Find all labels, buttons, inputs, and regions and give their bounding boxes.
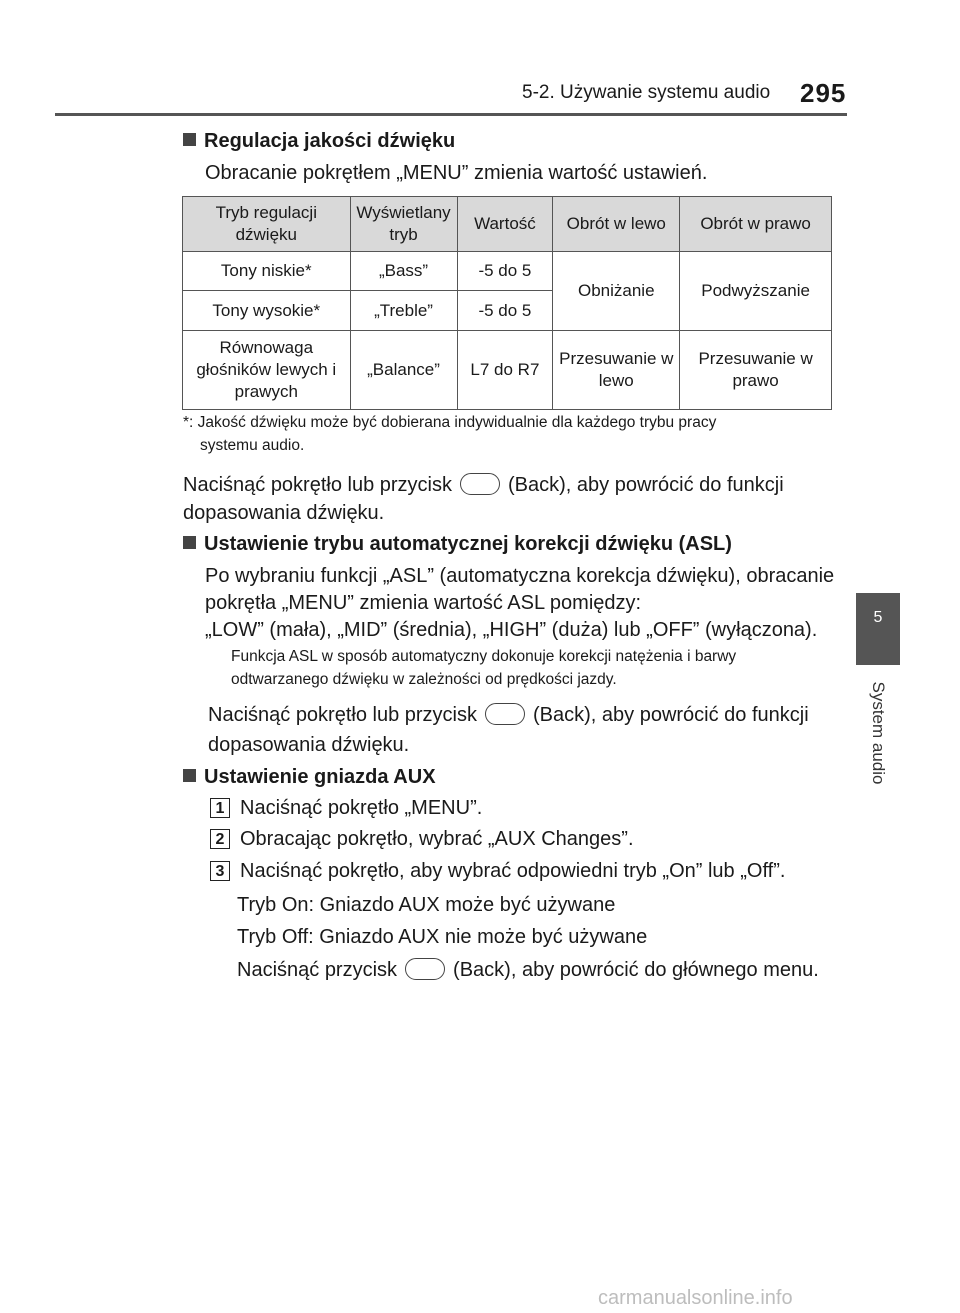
aux-on-text: Tryb On: Gniazdo AUX może być używane	[237, 894, 616, 916]
asl-back-instruction-cont: dopasowania dźwięku.	[208, 734, 410, 756]
back-instruction	[183, 473, 784, 497]
table-cell: -5 do 5	[457, 252, 553, 291]
step-number-badge: 1	[210, 798, 230, 818]
table-header-row	[183, 197, 832, 252]
square-bullet-icon	[183, 769, 196, 782]
chapter-tab: 5	[856, 593, 900, 665]
table-cell: Tony niskie*	[183, 252, 351, 291]
text-fragment: (Back), aby powrócić do funkcji	[508, 474, 784, 496]
table-cell: „Balance”	[350, 331, 457, 410]
text-fragment: Naciśnąć pokrętło lub przycisk	[183, 474, 452, 496]
heading-text: Ustawienie trybu automatycznej korekcji dźwięku (ASL)	[204, 533, 732, 555]
step-text: Naciśnąć pokrętło „MENU”.	[240, 797, 483, 819]
table-cell: -5 do 5	[457, 291, 553, 331]
table-header-cell: Wyświetlany tryb	[350, 197, 457, 252]
back-button-icon	[460, 473, 500, 495]
footnote-line-1: *: Jakość dźwięku może być dobierana indywidualnie dla każdego trybu pracy	[183, 414, 717, 431]
back-instruction-cont: dopasowania dźwięku.	[183, 502, 385, 524]
back-button-icon	[405, 958, 445, 980]
table-cell: L7 do R7	[457, 331, 553, 410]
step-2	[210, 828, 634, 851]
asl-note-1: Funkcja ASL w sposób automatyczny dokonuje korekcji natężenia i barwy	[231, 648, 737, 665]
step-text: Naciśnąć pokrętło, aby wybrać odpowiedni tryb „On” lub „Off”.	[240, 860, 786, 882]
intro-text: Obracanie pokrętłem „MENU” zmienia wartość ustawień.	[205, 162, 708, 184]
step-3	[210, 860, 785, 883]
aux-off-text: Tryb Off: Gniazdo AUX nie może być używane	[237, 926, 648, 948]
aux-back-instruction	[237, 958, 819, 982]
page-number: 295	[800, 78, 847, 108]
table-cell: Podwyższanie	[680, 252, 832, 331]
watermark: carmanualsonline.info	[598, 1287, 793, 1309]
header-rule	[55, 113, 847, 116]
table-cell: Równowaga głośników lewych i prawych	[183, 331, 351, 410]
table-row	[183, 331, 832, 410]
table-cell: Przesuwanie w lewo	[553, 331, 680, 410]
table-header-cell: Tryb regulacji dźwięku	[183, 197, 351, 252]
table-cell: „Bass”	[350, 252, 457, 291]
step-number-badge: 2	[210, 829, 230, 849]
table-row	[183, 252, 832, 291]
sound-settings-table	[182, 196, 832, 410]
footnote-line-2: systemu audio.	[200, 437, 305, 454]
section-heading-aux	[183, 766, 436, 789]
table-cell: „Treble”	[350, 291, 457, 331]
asl-line-3: „LOW” (mała), „MID” (średnia), „HIGH” (duża) lub „OFF” (wyłączona).	[205, 619, 818, 641]
back-button-icon	[485, 703, 525, 725]
table-header-cell: Obrót w lewo	[553, 197, 680, 252]
text-fragment: Naciśnąć przycisk	[237, 959, 398, 981]
asl-back-instruction	[208, 703, 809, 727]
table-cell: Tony wysokie*	[183, 291, 351, 331]
text-fragment: (Back), aby powrócić do głównego menu.	[453, 959, 819, 981]
step-text: Obracając pokrętło, wybrać „AUX Changes”.	[240, 828, 634, 850]
section-title: 5-2. Używanie systemu audio	[522, 82, 771, 103]
asl-note-2: odtwarzanego dźwięku w zależności od prędkości jazdy.	[231, 671, 617, 688]
section-heading-sound-quality	[183, 130, 455, 153]
text-fragment: (Back), aby powrócić do funkcji	[533, 704, 809, 726]
chapter-label-text: System audio	[869, 681, 888, 785]
table-cell: Przesuwanie w prawo	[680, 331, 832, 410]
asl-line-2: pokrętła „MENU” zmienia wartość ASL pomiędzy:	[205, 592, 642, 614]
section-heading-asl	[183, 533, 732, 556]
heading-text: Ustawienie gniazda AUX	[204, 766, 436, 788]
square-bullet-icon	[183, 133, 196, 146]
table-header-cell: Wartość	[457, 197, 553, 252]
table-cell: Obniżanie	[553, 252, 680, 331]
table-header-cell: Obrót w prawo	[680, 197, 832, 252]
heading-text: Regulacja jakości dźwięku	[204, 130, 456, 152]
asl-line-1: Po wybraniu funkcji „ASL” (automatyczna korekcja dźwięku), obracanie	[205, 565, 835, 587]
text-fragment: Naciśnąć pokrętło lub przycisk	[208, 704, 477, 726]
step-number-badge: 3	[210, 861, 230, 881]
chapter-label	[856, 668, 900, 798]
step-1	[210, 797, 482, 820]
square-bullet-icon	[183, 536, 196, 549]
